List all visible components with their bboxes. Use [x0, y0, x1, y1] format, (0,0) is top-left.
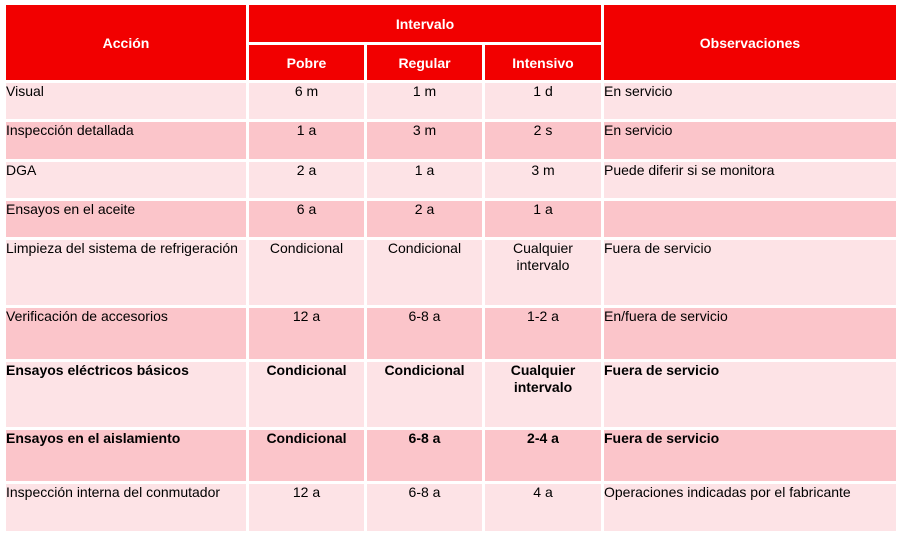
- cell-regular: Condicional: [366, 239, 484, 307]
- cell-intensivo: 2 s: [484, 121, 603, 161]
- cell-accion: Inspección interna del conmutador: [5, 483, 248, 533]
- table-row: [5, 307, 898, 361]
- table-row: [5, 121, 898, 161]
- cell-accion: Inspección detallada: [5, 121, 248, 161]
- table-row: [5, 483, 898, 533]
- cell-pobre: 6 m: [248, 82, 366, 121]
- table-row: [5, 239, 898, 307]
- cell-observaciones: En servicio: [603, 82, 898, 121]
- table-row: [5, 82, 898, 121]
- cell-intensivo: Cualquier intervalo: [484, 361, 603, 429]
- maintenance-interval-table: [3, 2, 898, 534]
- table-row: [5, 161, 898, 200]
- cell-pobre: 2 a: [248, 161, 366, 200]
- cell-intensivo: 4 a: [484, 483, 603, 533]
- header-intervalo: Intervalo: [248, 4, 603, 44]
- header-observaciones: Observaciones: [603, 4, 898, 82]
- cell-observaciones: En/fuera de servicio: [603, 307, 898, 361]
- cell-accion: Ensayos eléctricos básicos: [5, 361, 248, 429]
- cell-accion: Visual: [5, 82, 248, 121]
- cell-pobre: Condicional: [248, 361, 366, 429]
- cell-accion: Ensayos en el aceite: [5, 200, 248, 239]
- cell-regular: 6-8 a: [366, 429, 484, 483]
- header-pobre: Pobre: [248, 44, 366, 82]
- cell-pobre: 6 a: [248, 200, 366, 239]
- cell-observaciones: En servicio: [603, 121, 898, 161]
- cell-intensivo: 1-2 a: [484, 307, 603, 361]
- cell-intensivo: 3 m: [484, 161, 603, 200]
- cell-regular: 1 a: [366, 161, 484, 200]
- cell-observaciones: Puede diferir si se monitora: [603, 161, 898, 200]
- cell-pobre: Condicional: [248, 429, 366, 483]
- cell-intensivo: 1 a: [484, 200, 603, 239]
- cell-observaciones: Operaciones indicadas por el fabricante: [603, 483, 898, 533]
- cell-pobre: 12 a: [248, 307, 366, 361]
- cell-regular: 6-8 a: [366, 483, 484, 533]
- table-row: [5, 429, 898, 483]
- cell-regular: 1 m: [366, 82, 484, 121]
- header-accion: Acción: [5, 4, 248, 82]
- cell-pobre: 12 a: [248, 483, 366, 533]
- cell-accion: DGA: [5, 161, 248, 200]
- cell-observaciones: Fuera de servicio: [603, 361, 898, 429]
- cell-intensivo: 1 d: [484, 82, 603, 121]
- cell-observaciones: Fuera de servicio: [603, 239, 898, 307]
- cell-accion: Limpieza del sistema de refrigeración: [5, 239, 248, 307]
- cell-observaciones: Fuera de servicio: [603, 429, 898, 483]
- cell-accion: Ensayos en el aislamiento: [5, 429, 248, 483]
- header-regular: Regular: [366, 44, 484, 82]
- cell-regular: 6-8 a: [366, 307, 484, 361]
- table-row: [5, 200, 898, 239]
- cell-accion: Verificación de accesorios: [5, 307, 248, 361]
- cell-intensivo: Cualquier intervalo: [484, 239, 603, 307]
- table-row: [5, 361, 898, 429]
- cell-regular: 3 m: [366, 121, 484, 161]
- cell-regular: 2 a: [366, 200, 484, 239]
- cell-regular: Condicional: [366, 361, 484, 429]
- cell-pobre: 1 a: [248, 121, 366, 161]
- header-intensivo: Intensivo: [484, 44, 603, 82]
- cell-observaciones: [603, 200, 898, 239]
- cell-intensivo: 2-4 a: [484, 429, 603, 483]
- cell-pobre: Condicional: [248, 239, 366, 307]
